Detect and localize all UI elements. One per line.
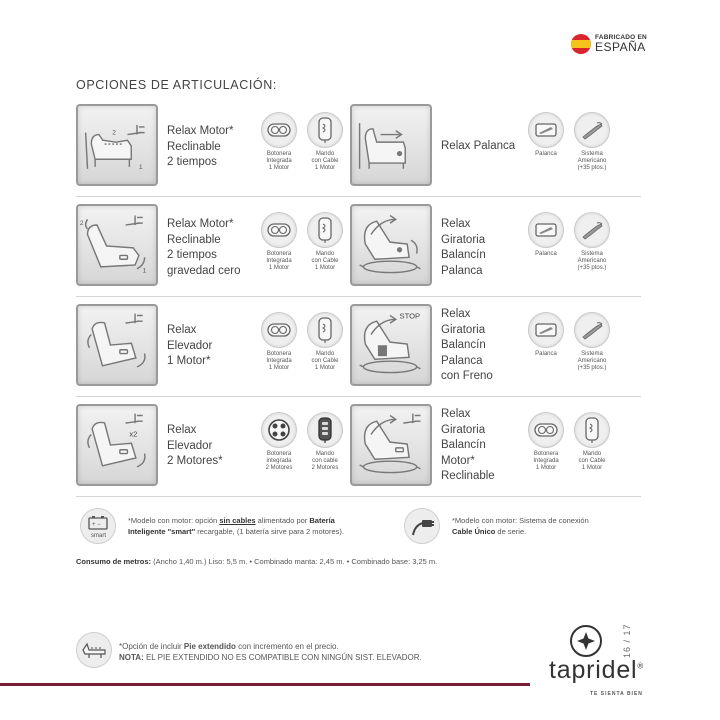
control-option (302, 212, 348, 272)
option-relax-palanca (350, 104, 622, 188)
control-caption: Mando con Cable 1 Motor (311, 151, 339, 171)
lever-icon (534, 121, 558, 139)
brand-name (549, 656, 644, 685)
fabric-consumption (76, 557, 437, 566)
badge-line1: FABRICADO EN (595, 33, 647, 41)
swivel-rocker-brake-illustration (350, 304, 432, 386)
option-label: Relax Elevador 1 Motor* (167, 324, 213, 367)
note-text: alimentado por (255, 516, 310, 525)
control-caption: Sistema Americano (+35 ptos.) (577, 151, 607, 171)
control-caption: Botonera Integrada 1 Motor (266, 151, 292, 171)
button-panel-icon (533, 420, 559, 440)
control-option (256, 312, 302, 372)
control-caption: Palanca (535, 351, 557, 357)
american-system-icon (579, 220, 605, 240)
control-caption: Palanca (535, 151, 557, 157)
footer-text: EL PIE EXTENDIDO NO ES COMPATIBLE CON NINGÚN SIST. ELEVADOR. (143, 653, 422, 662)
note-text: *Modelo con motor: Sistema de conexión (452, 516, 589, 525)
lift-chair-illustration (76, 304, 158, 386)
cable-remote-icon (582, 416, 602, 444)
control-caption: Palanca (535, 251, 557, 257)
control-option (569, 212, 615, 272)
option-label: Relax Giratoria Balancín Motor* Reclinable (441, 408, 495, 482)
control-option (523, 212, 569, 258)
note-bold: Inteligente "smart" (128, 527, 196, 536)
cable-remote-icon (315, 116, 335, 144)
extended-footrest-icon (76, 632, 112, 668)
svg-text:1: 1 (138, 163, 143, 171)
footer-accent-bar (0, 683, 530, 686)
control-option (569, 412, 615, 472)
button-panel-icon (266, 320, 292, 340)
option-label: Relax Motor* Reclinable 2 tiempos gravedad cero (167, 218, 241, 277)
note-text: recargable, (1 batería sirve para 2 motores). (195, 527, 344, 536)
control-caption: Mando con Cable 1 Motor (311, 351, 339, 371)
option-label: Relax Giratoria Balancín Palanca con Freno (441, 308, 493, 382)
button-panel-icon (266, 220, 292, 240)
control-caption: Mando con cable 2 Motores (311, 451, 339, 471)
svg-text:2: 2 (112, 129, 116, 137)
control-option (256, 412, 302, 472)
divider (76, 396, 641, 397)
option-relax-motor-reclinable (76, 104, 348, 188)
section-title: OPCIONES DE ARTICULACIÓN: (76, 78, 277, 92)
single-cable-icon (404, 508, 440, 544)
divider (76, 496, 641, 497)
control-caption: Sistema Americano (+35 ptos.) (577, 251, 607, 271)
control-option (569, 112, 615, 172)
option-relax-giratoria-balancin-motor (350, 404, 622, 488)
lever-icon (534, 221, 558, 239)
american-system-icon (579, 120, 605, 140)
button-panel-icon (266, 120, 292, 140)
button-panel-2-icon (267, 418, 291, 442)
control-option (523, 112, 569, 158)
control-option (302, 112, 348, 172)
cable-remote-icon (315, 216, 335, 244)
recliner-lever-illustration (350, 104, 432, 186)
control-option (569, 312, 615, 372)
svg-text:2: 2 (79, 220, 84, 228)
x2-label: x2 (129, 429, 138, 439)
option-label: Relax Palanca (441, 140, 516, 152)
stop-label: STOP (399, 311, 421, 321)
footer-text: con incremento en el precio. (235, 642, 339, 651)
brand-wordmark: tapridel (549, 656, 638, 684)
option-relax-elevador-2-motores (76, 404, 348, 488)
footer-bold: Pie extendido (183, 642, 236, 651)
footer-text: *Opción de incluir (119, 642, 184, 651)
footer-bold: NOTA: (119, 653, 144, 662)
option-relax-giratoria-balancin-palanca (350, 204, 622, 288)
swivel-rocker-motor-illustration (350, 404, 432, 486)
control-option (302, 412, 348, 472)
note-bold: Cable Único (452, 527, 496, 536)
smart-battery-icon (80, 508, 116, 544)
option-label: Relax Elevador 2 Motores* (167, 424, 223, 467)
cable-remote-2-icon (315, 416, 335, 444)
brand-tagline: TE SIENTA BIEN (590, 691, 643, 697)
control-option (523, 312, 569, 358)
control-caption: Sistema Americano (+35 ptos.) (577, 351, 607, 371)
spain-flag-icon (571, 34, 591, 54)
control-caption: Mando con Cable 1 Motor (311, 251, 339, 271)
swivel-rocker-lever-illustration (350, 204, 432, 286)
smart-label: smart (91, 533, 106, 539)
battery-note (128, 515, 378, 537)
option-label: Relax Giratoria Balancín Palanca (441, 218, 486, 277)
recliner-zero-gravity-illustration (76, 204, 158, 286)
footrest-note (119, 641, 422, 663)
lift-chair-2-motors-illustration (76, 404, 158, 486)
control-caption: Botonera Integrada 1 Motor (266, 251, 292, 271)
note-bold: Batería (309, 516, 335, 525)
consumption-label: Consumo de metros: (76, 557, 152, 566)
registered-mark: ® (637, 661, 645, 671)
svg-text:1: 1 (142, 267, 147, 275)
cable-note (452, 515, 642, 537)
note-text: *Modelo con motor: opción (128, 516, 220, 525)
option-relax-motor-gravedad-cero (76, 204, 348, 288)
control-option (256, 112, 302, 172)
made-in-spain-badge (571, 34, 647, 54)
control-option (302, 312, 348, 372)
control-option (256, 212, 302, 272)
note-text: de serie. (495, 527, 527, 536)
badge-line2: ESPAÑA (595, 40, 646, 55)
control-caption: Botonera Integrada 1 Motor (266, 351, 292, 371)
divider (76, 196, 641, 197)
divider (76, 296, 641, 297)
control-caption: Mando con Cable 1 Motor (578, 451, 606, 471)
page-number: 16 / 17 (622, 623, 632, 658)
consumption-text: (Ancho 1,40 m.) Liso: 5,5 m. • Combinado manta: 2,45 m. • Combinado base: 3,25 m. (151, 557, 438, 566)
control-option (523, 412, 569, 472)
option-relax-giratoria-balancin-freno (350, 304, 622, 388)
control-caption: Botonera integrada 2 Motores (265, 451, 293, 471)
tapridel-logo-icon (568, 623, 604, 659)
recliner-motor-illustration (76, 104, 158, 186)
lever-icon (534, 321, 558, 339)
option-label: Relax Motor* Reclinable 2 tiempos (167, 125, 234, 168)
option-relax-elevador-1-motor (76, 304, 348, 388)
note-bold: sin cables (219, 516, 256, 525)
cable-remote-icon (315, 316, 335, 344)
svg-text:+ −: + − (92, 522, 101, 528)
control-caption: Botonera Integrada 1 Motor (533, 451, 559, 471)
american-system-icon (579, 320, 605, 340)
